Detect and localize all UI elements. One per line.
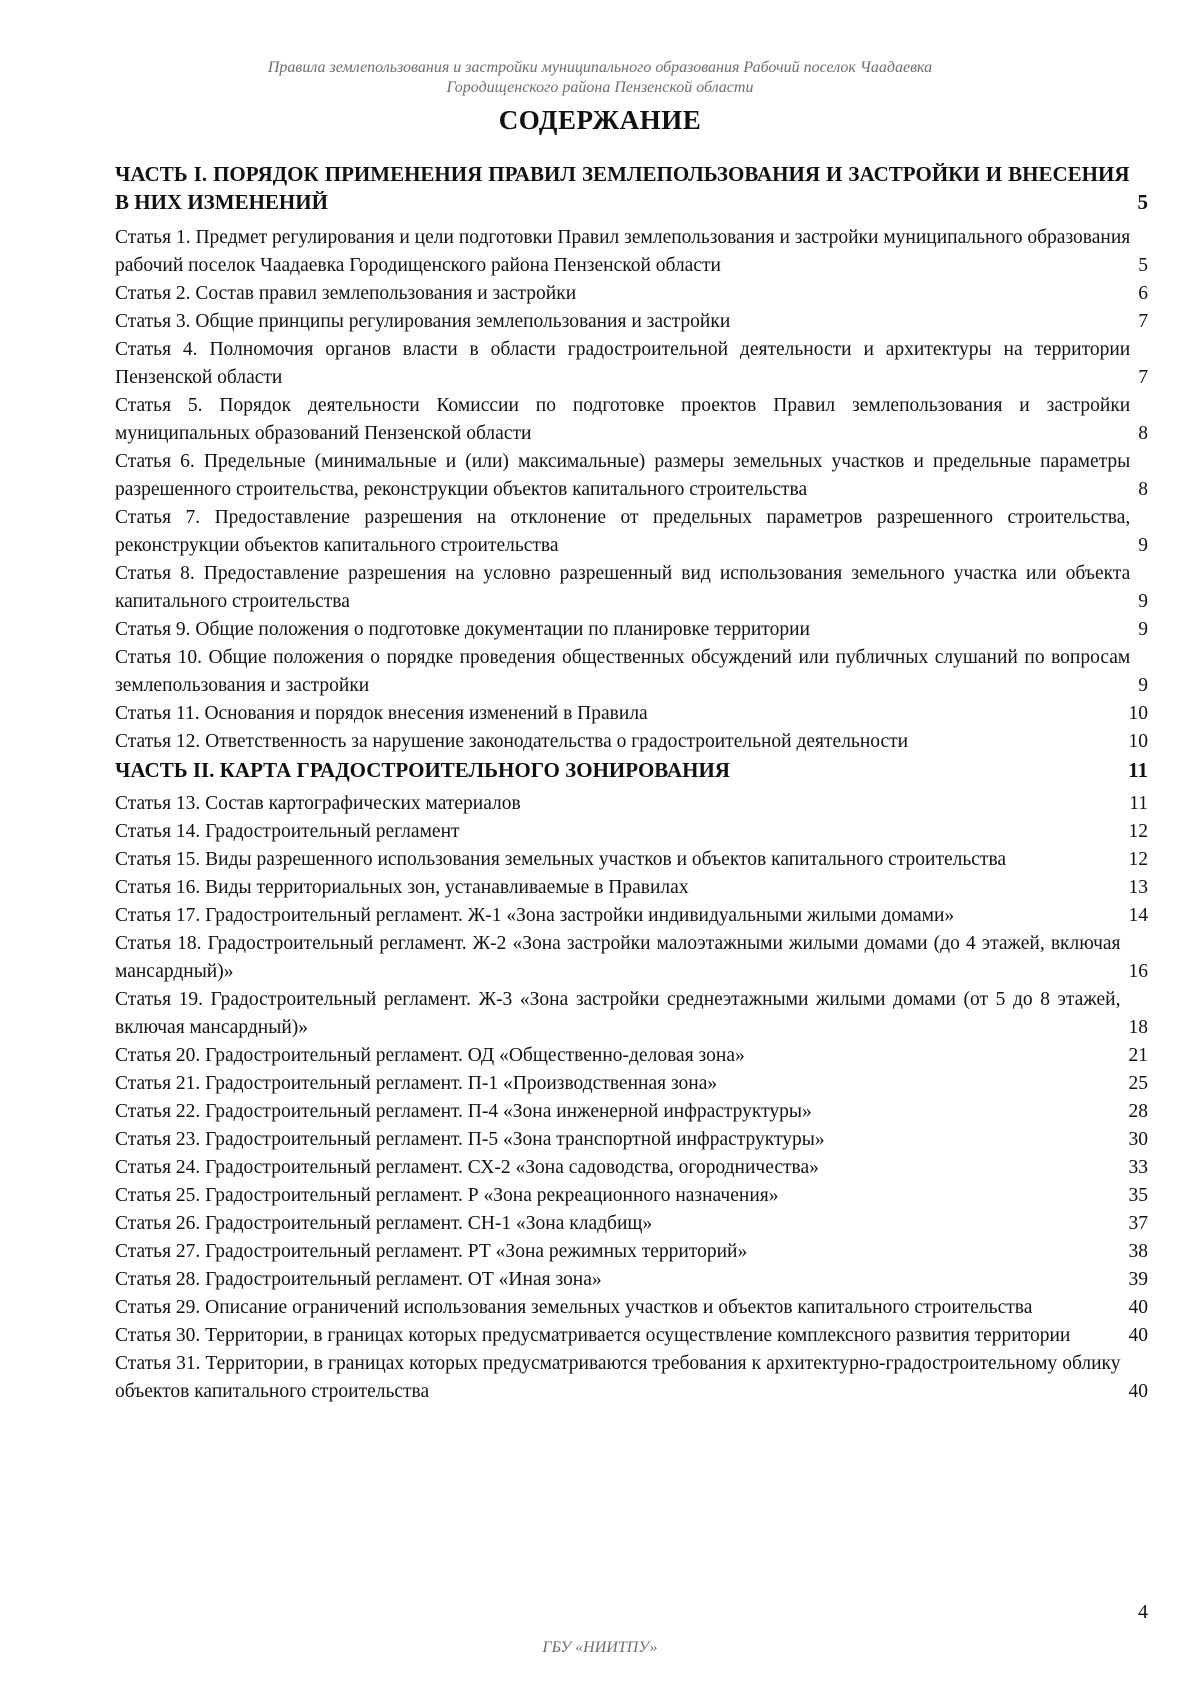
toc-entry-page: 14 [1128, 905, 1148, 926]
toc-entry-text: Статья 28. Градостроительный регламент. ОТ «Иная зона» [115, 1269, 602, 1290]
toc-entry-article-24[interactable] [115, 1154, 1148, 1182]
page-number: 4 [1138, 1601, 1148, 1623]
toc-part-2-articles [115, 790, 1148, 1406]
toc-entry-text: Статья 13. Состав картографических материалов [115, 793, 521, 814]
toc-entry-text: Статья 30. Территории, в границах которых предусматривается осуществление комплексного развития территории [115, 1325, 1071, 1346]
toc-entry-page: 9 [1138, 619, 1148, 640]
toc-entry-text: Статья 6. Предельные (минимальные и (или) максимальные) размеры земельных участков и предельные параметры разрешенного строительства, реконструкции объектов капитального строительства [115, 451, 1131, 500]
toc-part-1[interactable] [115, 160, 1148, 216]
toc-entry-text: Статья 7. Предоставление разрешения на отклонение от предельных параметров разрешенного строительства, реконструкции объектов капитального строительства [115, 507, 1131, 556]
toc-entry-article-27[interactable] [115, 1238, 1148, 1266]
toc-entry-text: Статья 16. Виды территориальных зон, устанавливаемые в Правилах [115, 877, 689, 898]
running-header-line-2: Городищенского района Пензенской области [446, 79, 754, 96]
toc-entry-article-4[interactable] [115, 336, 1148, 392]
toc-entry-text: Статья 2. Состав правил землепользования и застройки [115, 283, 577, 304]
toc-entry-article-1[interactable] [115, 224, 1148, 280]
toc-entry-page: 40 [1128, 1297, 1148, 1318]
toc-entry-article-14[interactable] [115, 818, 1148, 846]
toc-entry-text: Статья 18. Градостроительный регламент. Ж-2 «Зона застройки малоэтажными жилыми домами (до 4 этажей, включая мансардный)» [115, 933, 1121, 982]
toc-entry-article-19[interactable] [115, 986, 1148, 1042]
toc-entry-page: 8 [1138, 479, 1148, 500]
toc-entry-text: Статья 23. Градостроительный регламент. П-5 «Зона транспортной инфраструктуры» [115, 1129, 825, 1150]
toc-entry-article-29[interactable] [115, 1294, 1148, 1322]
toc-entry-page: 30 [1128, 1129, 1148, 1150]
toc-entry-article-5[interactable] [115, 392, 1148, 448]
toc-entry-article-23[interactable] [115, 1126, 1148, 1154]
toc-entry-text: Статья 29. Описание ограничений использования земельных участков и объектов капитального строительства [115, 1297, 1033, 1318]
toc-entry-text: Статья 14. Градостроительный регламент [115, 821, 460, 842]
toc-entry-page: 8 [1138, 423, 1148, 444]
toc-entry-text: Статья 12. Ответственность за нарушение законодательства о градостроительной деятельности [115, 731, 909, 752]
toc-entry-article-17[interactable] [115, 902, 1148, 930]
toc-entry-page: 5 [1138, 255, 1148, 276]
toc-entry-page: 16 [1128, 961, 1148, 982]
toc-entry-article-13[interactable] [115, 790, 1148, 818]
toc-entry-page: 7 [1138, 367, 1148, 388]
toc-entry-article-25[interactable] [115, 1182, 1148, 1210]
toc-entry-article-7[interactable] [115, 504, 1148, 560]
toc-entry-page: 18 [1128, 1017, 1148, 1038]
toc-entry-page: 6 [1138, 283, 1148, 304]
toc-entry-text: Статья 21. Градостроительный регламент. П-1 «Производственная зона» [115, 1073, 718, 1094]
toc-entry-page: 13 [1128, 877, 1148, 898]
toc-entry-page: 40 [1128, 1325, 1148, 1346]
toc-entry-page: 10 [1128, 731, 1148, 752]
toc-entry-page: 39 [1128, 1269, 1148, 1290]
toc-entry-text: Статья 17. Градостроительный регламент. Ж-1 «Зона застройки индивидуальными жилыми домами» [115, 905, 955, 926]
toc-entry-page: 10 [1128, 703, 1148, 724]
toc-entry-page: 7 [1138, 311, 1148, 332]
toc-part-2-page: 11 [1128, 758, 1148, 782]
toc-entry-article-30[interactable] [115, 1322, 1148, 1350]
toc-entry-text: Статья 22. Градостроительный регламент. П-4 «Зона инженерной инфраструктуры» [115, 1101, 812, 1122]
running-header [160, 58, 1040, 98]
toc-entry-page: 35 [1128, 1185, 1148, 1206]
toc-entry-page: 28 [1128, 1101, 1148, 1122]
toc-entry-text: Статья 3. Общие принципы регулирования землепользования и застройки [115, 311, 731, 332]
toc-part-2-title: ЧАСТЬ II. КАРТА ГРАДОСТРОИТЕЛЬНОГО ЗОНИРОВАНИЯ [115, 758, 730, 782]
toc-entry-page: 9 [1138, 675, 1148, 696]
toc-entry-text: Статья 5. Порядок деятельности Комиссии по подготовке проектов Правил землепользования и застройки муниципальных образований Пензенской области [115, 395, 1131, 444]
toc-entry-article-10[interactable] [115, 644, 1148, 700]
toc-entry-page: 33 [1128, 1157, 1148, 1178]
toc-entry-article-28[interactable] [115, 1266, 1148, 1294]
toc-entry-text: Статья 24. Градостроительный регламент. СХ-2 «Зона садоводства, огородничества» [115, 1157, 819, 1178]
toc-entry-text: Статья 9. Общие положения о подготовке документации по планировке территории [115, 619, 810, 640]
table-of-contents [115, 160, 1148, 1406]
toc-entry-article-31[interactable] [115, 1350, 1148, 1406]
toc-entry-article-8[interactable] [115, 560, 1148, 616]
toc-entry-page: 21 [1128, 1045, 1148, 1066]
toc-entry-article-3[interactable] [115, 308, 1148, 336]
toc-entry-text: Статья 26. Градостроительный регламент. СН-1 «Зона кладбищ» [115, 1213, 653, 1234]
toc-entry-page: 9 [1138, 535, 1148, 556]
toc-entry-page: 25 [1128, 1073, 1148, 1094]
toc-part-1-page: 5 [1137, 190, 1148, 214]
toc-entry-text: Статья 1. Предмет регулирования и цели подготовки Правил землепользования и застройки муниципального образования рабочий поселок Чаадаевка Городищенского района Пензенской области [115, 227, 1131, 276]
toc-part-1-articles [115, 224, 1148, 756]
toc-entry-text: Статья 10. Общие положения о порядке проведения общественных обсуждений или публичных слушаний по вопросам землепользования и застройки [115, 647, 1131, 696]
toc-entry-article-22[interactable] [115, 1098, 1148, 1126]
toc-entry-article-18[interactable] [115, 930, 1148, 986]
toc-entry-article-12[interactable] [115, 728, 1148, 756]
toc-part-1-title: ЧАСТЬ I. ПОРЯДОК ПРИМЕНЕНИЯ ПРАВИЛ ЗЕМЛЕПОЛЬЗОВАНИЯ И ЗАСТРОЙКИ И ВНЕСЕНИЯ В НИХ ИЗМЕНЕНИЙ [115, 162, 1130, 214]
toc-part-2[interactable] [115, 756, 1148, 784]
toc-entry-text: Статья 19. Градостроительный регламент. Ж-3 «Зона застройки среднеэтажными жилыми домами (от 5 до 8 этажей, включая мансардный)» [115, 989, 1121, 1038]
toc-entry-page: 40 [1128, 1381, 1148, 1402]
toc-entry-article-26[interactable] [115, 1210, 1148, 1238]
toc-entry-text: Статья 25. Градостроительный регламент. Р «Зона рекреационного назначения» [115, 1185, 779, 1206]
toc-entry-page: 12 [1128, 849, 1148, 870]
toc-entry-article-2[interactable] [115, 280, 1148, 308]
toc-entry-text: Статья 15. Виды разрешенного использования земельных участков и объектов капитального строительства [115, 849, 1007, 870]
page-title: СОДЕРЖАНИЕ [498, 105, 702, 135]
toc-entry-article-9[interactable] [115, 616, 1148, 644]
toc-entry-page: 12 [1128, 821, 1148, 842]
toc-entry-page: 11 [1129, 793, 1148, 814]
toc-entry-article-16[interactable] [115, 874, 1148, 902]
toc-entry-article-20[interactable] [115, 1042, 1148, 1070]
toc-entry-text: Статья 11. Основания и порядок внесения изменений в Правила [115, 703, 648, 724]
running-header-line-1: Правила землепользования и застройки муниципального образования Рабочий поселок Чаадаевка [267, 59, 933, 76]
toc-entry-page: 37 [1128, 1213, 1148, 1234]
toc-entry-text: Статья 8. Предоставление разрешения на условно разрешенный вид использования земельного участка или объекта капитального строительства [115, 563, 1131, 612]
toc-entry-text: Статья 4. Полномочия органов власти в области градостроительной деятельности и архитектуры на территории Пензенской области [115, 339, 1131, 388]
toc-entry-text: Статья 20. Градостроительный регламент. ОД «Общественно-деловая зона» [115, 1045, 745, 1066]
toc-entry-text: Статья 27. Градостроительный регламент. РТ «Зона режимных территорий» [115, 1241, 748, 1262]
toc-entry-article-15[interactable] [115, 846, 1148, 874]
toc-entry-page: 38 [1128, 1241, 1148, 1262]
toc-entry-text: Статья 31. Территории, в границах которых предусматриваются требования к архитектурно-градостроительному облику объектов капитального строительства [115, 1353, 1121, 1402]
running-footer: ГБУ «НИИТПУ» [542, 1639, 658, 1656]
toc-entry-article-6[interactable] [115, 448, 1148, 504]
toc-entry-article-11[interactable] [115, 700, 1148, 728]
toc-entry-article-21[interactable] [115, 1070, 1148, 1098]
toc-entry-page: 9 [1138, 591, 1148, 612]
